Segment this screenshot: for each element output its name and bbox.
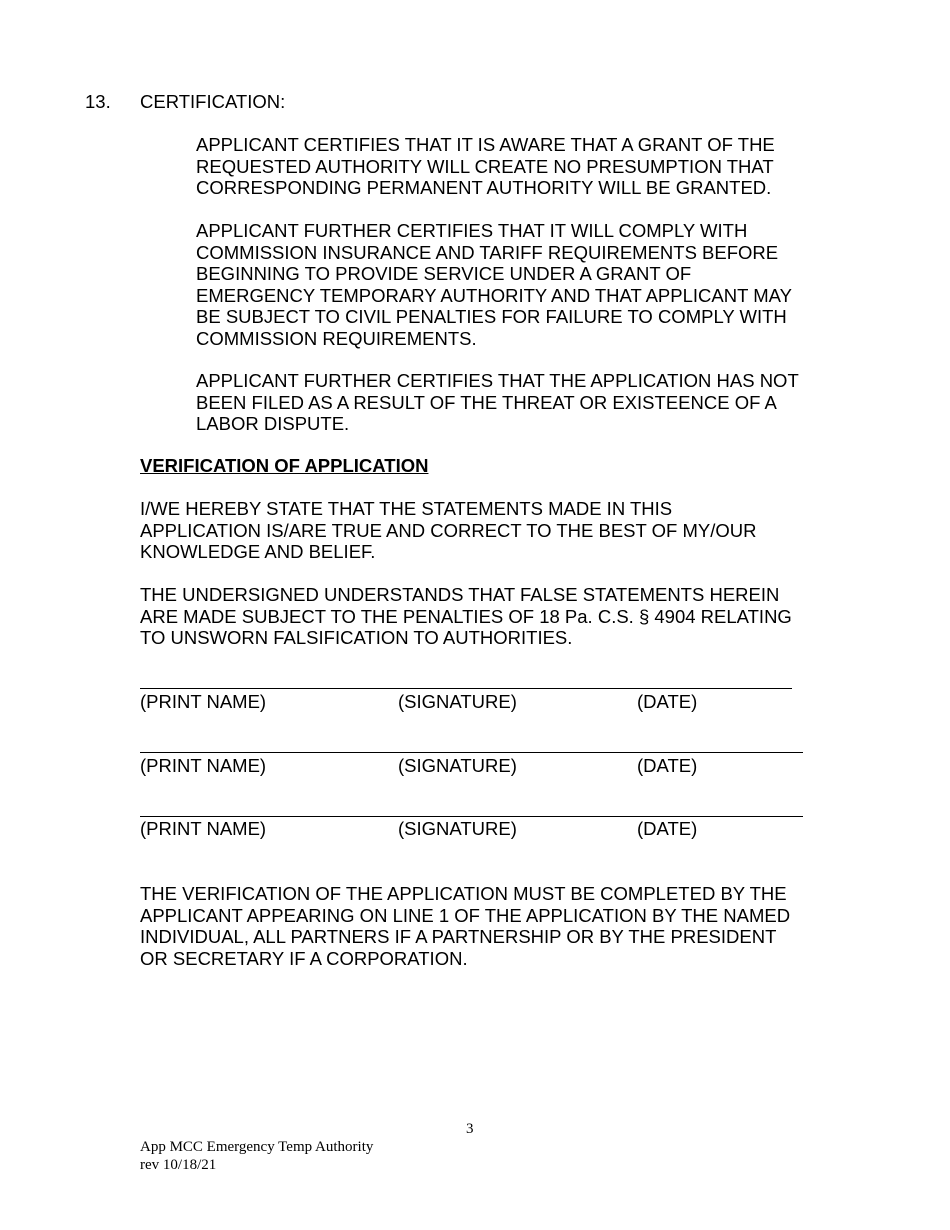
text-line: APPLICANT FURTHER CERTIFIES THAT IT WILL COMPLY WITH	[196, 220, 748, 241]
footer-form-name: App MCC Emergency Temp Authority	[140, 1139, 374, 1155]
text-line: COMMISSION INSURANCE AND TARIFF REQUIREMENTS BEFORE	[196, 241, 779, 263]
text-line: OR SECRETARY IF A CORPORATION.	[140, 947, 468, 969]
page-number: 3	[466, 1121, 474, 1137]
text-line: LABOR DISPUTE.	[196, 413, 350, 435]
signature-line[interactable]	[140, 688, 792, 689]
text-line: APPLICANT FURTHER CERTIFIES THAT THE APPLICATION HAS NOT	[196, 370, 799, 391]
text-line: I/WE HEREBY STATE THAT THE STATEMENTS MADE IN THIS	[140, 498, 673, 519]
text-line: APPLICANT CERTIFIES THAT IT IS AWARE THAT A GRANT OF THE	[196, 134, 775, 155]
certification-paragraph-1	[196, 134, 775, 199]
certification-paragraph-3	[196, 370, 799, 435]
signature-line[interactable]	[140, 816, 803, 817]
signature-line[interactable]	[140, 752, 803, 753]
text-line: EMERGENCY TEMPORARY AUTHORITY AND THAT APPLICANT MAY	[196, 284, 792, 306]
text-line: INDIVIDUAL, ALL PARTNERS IF A PARTNERSHIP OR BY THE PRESIDENT	[140, 926, 777, 948]
verification-statement	[140, 498, 756, 563]
section-number: 13.	[85, 91, 111, 112]
date-label: (DATE)	[637, 691, 698, 712]
text-line: BEEN FILED AS A RESULT OF THE THREAT OR EXISTEENCE OF A	[196, 391, 777, 413]
print-name-label: (PRINT NAME)	[140, 691, 267, 712]
penalty-statement	[140, 584, 792, 649]
verification-heading: VERIFICATION OF APPLICATION	[140, 455, 429, 476]
text-line: COMMISSION REQUIREMENTS.	[196, 327, 477, 349]
print-name-label: (PRINT NAME)	[140, 818, 267, 839]
text-line: THE VERIFICATION OF THE APPLICATION MUST BE COMPLETED BY THE	[140, 883, 787, 904]
text-line: TO UNSWORN FALSIFICATION TO AUTHORITIES.	[140, 627, 573, 649]
text-line: REQUESTED AUTHORITY WILL CREATE NO PRESUMPTION THAT	[196, 155, 774, 177]
signature-label: (SIGNATURE)	[398, 818, 517, 839]
text-line: ARE MADE SUBJECT TO THE PENALTIES OF 18 Pa. C.S. § 4904 RELATING	[140, 605, 792, 627]
section-title: CERTIFICATION:	[140, 91, 286, 112]
date-label: (DATE)	[637, 818, 698, 839]
text-line: BE SUBJECT TO CIVIL PENALTIES FOR FAILURE TO COMPLY WITH	[196, 306, 787, 328]
footer-revision: rev 10/18/21	[140, 1157, 217, 1173]
text-line: BEGINNING TO PROVIDE SERVICE UNDER A GRANT OF	[196, 263, 692, 285]
print-name-label: (PRINT NAME)	[140, 755, 267, 776]
signature-label: (SIGNATURE)	[398, 691, 517, 712]
date-label: (DATE)	[637, 755, 698, 776]
text-line: APPLICANT APPEARING ON LINE 1 OF THE APPLICATION BY THE NAMED	[140, 904, 791, 926]
verification-note	[140, 883, 790, 969]
text-line: CORRESPONDING PERMANENT AUTHORITY WILL BE GRANTED.	[196, 177, 772, 199]
text-line: THE UNDERSIGNED UNDERSTANDS THAT FALSE STATEMENTS HEREIN	[140, 584, 780, 605]
signature-label: (SIGNATURE)	[398, 755, 517, 776]
text-line: KNOWLEDGE AND BELIEF.	[140, 541, 376, 563]
certification-paragraph-2	[196, 220, 792, 350]
text-line: APPLICATION IS/ARE TRUE AND CORRECT TO THE BEST OF MY/OUR	[140, 519, 757, 541]
